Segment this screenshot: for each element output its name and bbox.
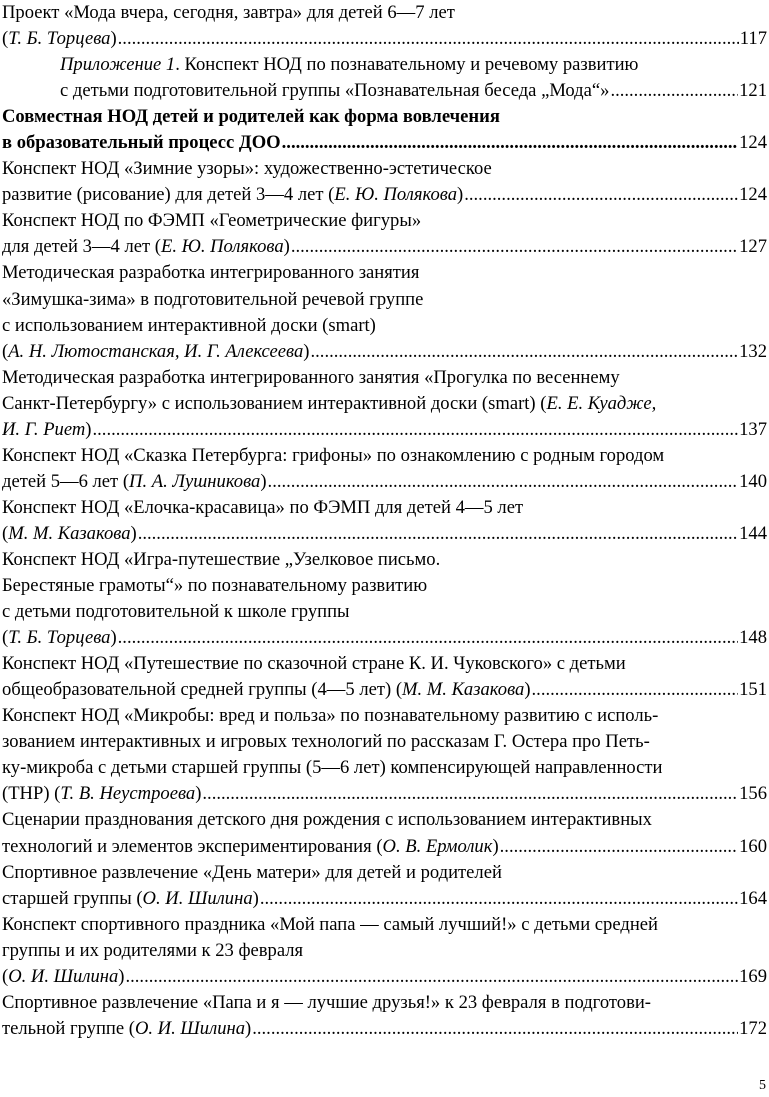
toc-entry-line: [2, 443, 767, 469]
toc-page-number: 148: [739, 627, 767, 649]
toc-entry-text: Проект «Мода вчера, сегодня, завтра» для детей 6—7 лет: [2, 2, 455, 23]
toc-entry-text: Конспект НОД «Микробы: вред и польза» по познавательному развитию с исполь-: [2, 705, 659, 727]
toc-entry-last-line: [2, 339, 767, 365]
dot-leader: [252, 1016, 738, 1042]
toc-entry-last-line: [2, 469, 767, 495]
toc-entry-text: Методическая разработка интегрированного занятия: [2, 262, 420, 284]
toc-entry-text: общеобразовательной средней группы (4—5 лет) (М. М. Казакова): [2, 679, 531, 701]
toc-entry-line: [2, 703, 767, 729]
toc-entry-text: Сценарии празднования детского дня рождения с использованием интерактивных: [2, 809, 652, 831]
toc-entry-text: (Т. Б. Торцева): [2, 28, 117, 50]
page-number: 5: [759, 1078, 766, 1093]
toc-entry: [2, 260, 767, 364]
dot-leader: [260, 886, 738, 912]
toc-entry-text: с детьми подготовительной группы «Познавательная беседа „Мода“»: [60, 80, 610, 102]
toc-entry-line: [2, 313, 767, 339]
toc-entry: [2, 860, 767, 912]
toc-entry-text: зованием интерактивных и игровых технологий по рассказам Г. Остера про Петь-: [2, 731, 650, 753]
toc-entry-last-line: [2, 234, 767, 260]
toc-page-number: 132: [739, 340, 767, 362]
toc-entry: [2, 0, 767, 52]
toc-entry-line: [2, 287, 767, 313]
toc-entry-line: [2, 860, 767, 886]
table-of-contents: [2, 0, 767, 1042]
toc-entry: [2, 156, 767, 208]
toc-page-number: 172: [739, 1017, 767, 1039]
toc-page-number: 117: [739, 28, 767, 50]
toc-entry-text: технологий и элементов экспериментирования (О. В. Ермолик): [2, 835, 499, 857]
toc-entry-text: старшей группы (О. И. Шилина): [2, 887, 259, 909]
dot-leader: [118, 625, 738, 651]
toc-entry-line: [60, 52, 767, 78]
toc-entry-last-line: [2, 625, 767, 651]
toc-entry-text: (Т. Б. Торцева): [2, 627, 117, 649]
toc-entry-line: [2, 495, 767, 521]
toc-entry-text: Конспект НОД «Сказка Петербурга: грифоны» по ознакомлению с родным городом: [2, 444, 665, 466]
toc-entry-line: [2, 599, 767, 625]
toc-entry-line: [2, 651, 767, 677]
toc-entry-text: Санкт-Петербургу» с использованием интерактивной доски (smart) (Е. Е. Куадже,: [2, 392, 657, 414]
toc-entry-line: [2, 755, 767, 781]
toc-entry: [2, 807, 767, 859]
toc-entry-line: [2, 156, 767, 182]
toc-page-number: 169: [739, 965, 767, 987]
dot-leader: [268, 469, 739, 495]
toc-entry-text: Конспект НОД «Игра-путешествие „Узелковое письмо.: [2, 548, 441, 570]
toc-entry-text: Берестяные грамоты“» по познавательному развитию: [2, 575, 428, 597]
dot-leader: [282, 130, 738, 156]
toc-entry-text: Конспект НОД «Путешествие по сказочной стране К. И. Чуковского» с детьми: [2, 653, 626, 675]
toc-entry-line: [2, 807, 767, 833]
toc-page-number: 160: [739, 835, 767, 857]
toc-entry-last-line: [2, 834, 767, 860]
toc-entry-text: (М. М. Казакова): [2, 522, 137, 544]
toc-entry-last-line: [2, 182, 767, 208]
toc-entry-text: (ТНР) (Т. В. Неустроева): [2, 783, 202, 805]
toc-entry-text: Конспект НОД по ФЭМП «Геометрические фигуры»: [2, 210, 422, 232]
toc-entry-text: с использованием интерактивной доски (smart): [2, 314, 376, 336]
toc-entry-text: с детьми подготовительной к школе группы: [2, 601, 350, 623]
toc-page-number: 121: [739, 80, 767, 102]
toc-entry-line: [2, 729, 767, 755]
toc-entry: [2, 651, 767, 703]
toc-entry-text: группы и их родителями к 23 февраля: [2, 939, 304, 961]
toc-entry-line: [2, 912, 767, 938]
toc-page-number: 151: [739, 679, 767, 701]
toc-entry-last-line: [2, 781, 767, 807]
toc-entry-text: детей 5—6 лет (П. А. Лушникова): [2, 470, 267, 492]
toc-entry-last-line: [2, 1016, 767, 1042]
toc-entry: [2, 52, 767, 104]
toc-entry-text: (А. Н. Лютостанская, И. Г. Алексеева): [2, 340, 310, 362]
toc-entry-text: Совместная НОД детей и родителей как форма вовлечения: [2, 106, 500, 128]
toc-page-number: 127: [739, 236, 767, 258]
toc-entry: [2, 912, 767, 990]
dot-leader: [532, 677, 739, 703]
toc-page-number: 140: [739, 470, 767, 492]
dot-leader: [311, 339, 739, 365]
toc-entry-text: Конспект НОД «Елочка-красавица» по ФЭМП для детей 4—5 лет: [2, 496, 524, 518]
toc-entry: [2, 990, 767, 1042]
toc-entry-line: [2, 990, 767, 1016]
toc-entry-text: развитие (рисование) для детей 3—4 лет (Е. Ю. Полякова): [2, 184, 464, 206]
dot-leader: [464, 182, 738, 208]
toc-entry-last-line: [2, 26, 767, 52]
toc-entry-text: Конспект спортивного праздника «Мой папа — самый лучший!» с детьми средней: [2, 913, 658, 935]
toc-entry-text: Спортивное развлечение «Папа и я — лучшие друзья!» к 23 февраля в подготови-: [2, 991, 651, 1013]
dot-leader: [125, 964, 738, 990]
toc-entry-text: «Зимушка-зима» в подготовительной речевой группе: [2, 288, 424, 310]
toc-entry-line: [2, 104, 767, 130]
dot-leader: [138, 521, 738, 547]
toc-entry-text: Спортивное развлечение «День матери» для детей и родителей: [2, 861, 502, 883]
toc-entry-line: [2, 573, 767, 599]
toc-entry-text: для детей 3—4 лет (Е. Ю. Полякова): [2, 236, 290, 258]
dot-leader: [610, 78, 738, 104]
toc-page-number: 164: [739, 887, 767, 909]
toc-entry-last-line: [60, 78, 767, 104]
dot-leader: [500, 834, 738, 860]
toc-page-number: 137: [739, 418, 767, 440]
toc-entry-last-line: [2, 677, 767, 703]
toc-entry-last-line: [2, 130, 767, 156]
toc-entry: [2, 703, 767, 807]
toc-entry: [2, 495, 767, 547]
dot-leader: [202, 781, 738, 807]
toc-entry-line: [2, 365, 767, 391]
toc-entry-text: Конспект НОД «Зимние узоры»: художественно-эстетическое: [2, 158, 492, 180]
dot-leader: [118, 26, 739, 52]
toc-entry-last-line: [2, 886, 767, 912]
toc-entry: [2, 443, 767, 495]
toc-entry-line: [2, 547, 767, 573]
toc-entry: [2, 365, 767, 443]
toc-entry-last-line: [2, 521, 767, 547]
toc-entry-last-line: [2, 417, 767, 443]
toc-entry-line: [2, 391, 767, 417]
toc-entry-text: Приложение 1. Конспект НОД по познавательному и речевому развитию: [60, 54, 639, 76]
toc-entry: [2, 208, 767, 260]
toc-entry-text: И. Г. Риет): [2, 418, 92, 440]
toc-entry-text: ку-микроба с детьми старшей группы (5—6 лет) компенсирующей направленности: [2, 757, 663, 779]
toc-page-number: 124: [739, 184, 767, 206]
toc-page-number: 144: [739, 522, 767, 544]
toc-page-number: 156: [739, 783, 767, 805]
toc-entry-line: [2, 938, 767, 964]
toc-entry: [2, 104, 767, 156]
toc-entry-last-line: [2, 964, 767, 990]
toc-page-number: 124: [739, 132, 767, 154]
dot-leader: [291, 234, 738, 260]
toc-entry-line: [2, 260, 767, 286]
toc-entry-text: Методическая разработка интегрированного занятия «Прогулка по весеннему: [2, 366, 620, 388]
toc-entry-line: [2, 0, 767, 26]
toc-entry-line: [2, 208, 767, 234]
toc-entry: [2, 547, 767, 651]
toc-entry-text: тельной группе (О. И. Шилина): [2, 1017, 252, 1039]
toc-entry-text: (О. И. Шилина): [2, 965, 125, 987]
dot-leader: [93, 417, 739, 443]
toc-entry-text: в образовательный процесс ДОО: [2, 132, 281, 154]
